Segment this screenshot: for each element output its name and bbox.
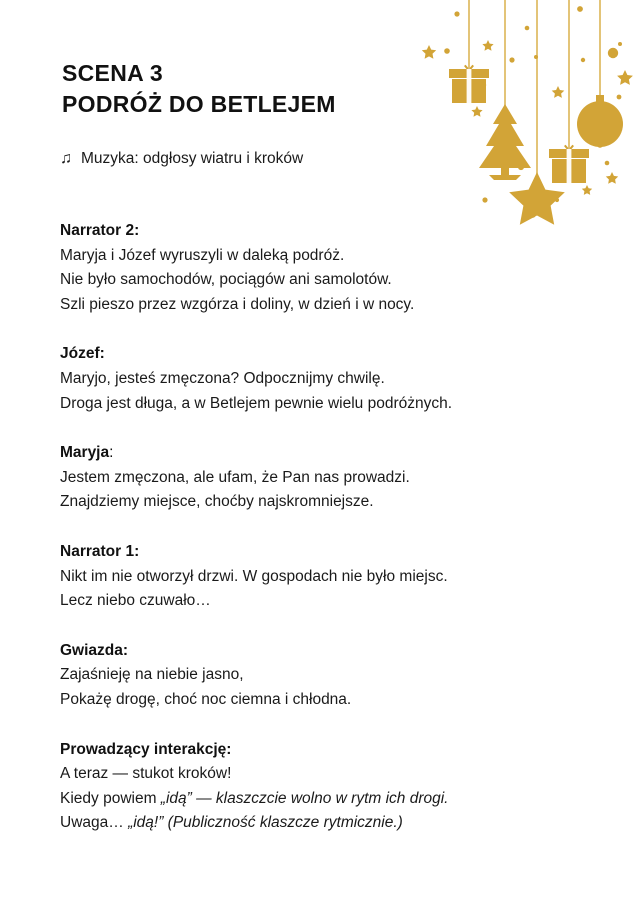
speaker-label: Józef: — [60, 345, 105, 363]
line-plain: Droga jest długa, a w Betlejem pewnie wielu podróżnych. — [60, 394, 453, 412]
script-line — [60, 293, 560, 318]
script-line — [60, 268, 560, 293]
script-line — [60, 787, 560, 812]
speaker-label: Gwiazda: — [60, 641, 129, 659]
line-plain: Uwaga… — [60, 814, 129, 832]
line-plain: Pokażę drogę, choć noc ciemna i chłodna. — [60, 690, 352, 708]
line-plain: Znajdziemy miejsce, choćby najskromniejsze. — [60, 493, 374, 511]
script-line — [60, 762, 560, 787]
music-cue — [60, 148, 303, 170]
page-title — [62, 58, 482, 120]
line-plain: Jestem zmęczona, ale ufam, że Pan nas prowadzi. — [60, 468, 410, 486]
line-italic: „idą” — klaszczcie wolno w rytm ich drogi. — [160, 789, 449, 807]
star-icon — [509, 172, 565, 225]
speaker-label — [60, 441, 560, 466]
script-line — [60, 466, 560, 491]
line-plain: A teraz — stukot kroków! — [60, 765, 232, 783]
line-plain: Maryjo, jesteś zmęczona? Odpocznijmy chwilę. — [60, 369, 385, 387]
script-line — [60, 688, 560, 713]
script-line — [60, 565, 560, 590]
line-plain: Szli pieszo przez wzgórza i doliny, w dzień i w nocy. — [60, 295, 415, 313]
script-block — [60, 540, 560, 614]
line-plain: Nikt im nie otworzył drzwi. W gospodach nie było miejsc. — [60, 567, 448, 585]
script-line — [60, 663, 560, 688]
script-line — [60, 811, 560, 836]
script-body — [60, 219, 560, 836]
christmas-tree-icon — [479, 104, 531, 180]
script-block — [60, 219, 560, 317]
script-block — [60, 639, 560, 713]
speaker-label: Prowadzący interakcję: — [60, 740, 232, 758]
line-plain: Zajaśnieję na niebie jasno, — [60, 666, 244, 684]
title-line-2: PODRÓŻ DO BETLEJEM — [62, 91, 336, 117]
script-line — [60, 244, 560, 269]
line-plain: Lecz niebo czuwało… — [60, 592, 211, 610]
line-plain: Nie było samochodów, pociągów ani samolotów. — [60, 271, 392, 289]
line-plain: Maryja i Józef wyruszyli w daleką podróż. — [60, 246, 345, 264]
speaker-colon: : — [109, 444, 114, 462]
line-plain: Kiedy powiem — [60, 789, 161, 807]
speaker-label: Narrator 2: — [60, 222, 140, 239]
speaker-label: Narrator 1: — [60, 542, 140, 560]
bauble-ornament-icon — [577, 95, 623, 147]
gift-box-icon — [549, 145, 589, 183]
script-block — [60, 738, 560, 836]
script-line — [60, 589, 560, 614]
script-line — [60, 392, 560, 417]
music-note-icon: ♫ — [60, 150, 72, 167]
script-line — [60, 490, 560, 515]
title-line-1: SCENA 3 — [62, 60, 163, 86]
line-italic: „idą!” (Publiczność klaszcze rytmicznie.) — [128, 814, 403, 832]
script-block — [60, 441, 560, 515]
script-block — [60, 342, 560, 416]
hanging-strings — [469, 0, 600, 176]
speaker-name: Maryja — [60, 444, 110, 462]
script-line — [60, 367, 560, 392]
music-cue-text: Muzyka: odgłosy wiatru i kroków — [81, 150, 304, 167]
